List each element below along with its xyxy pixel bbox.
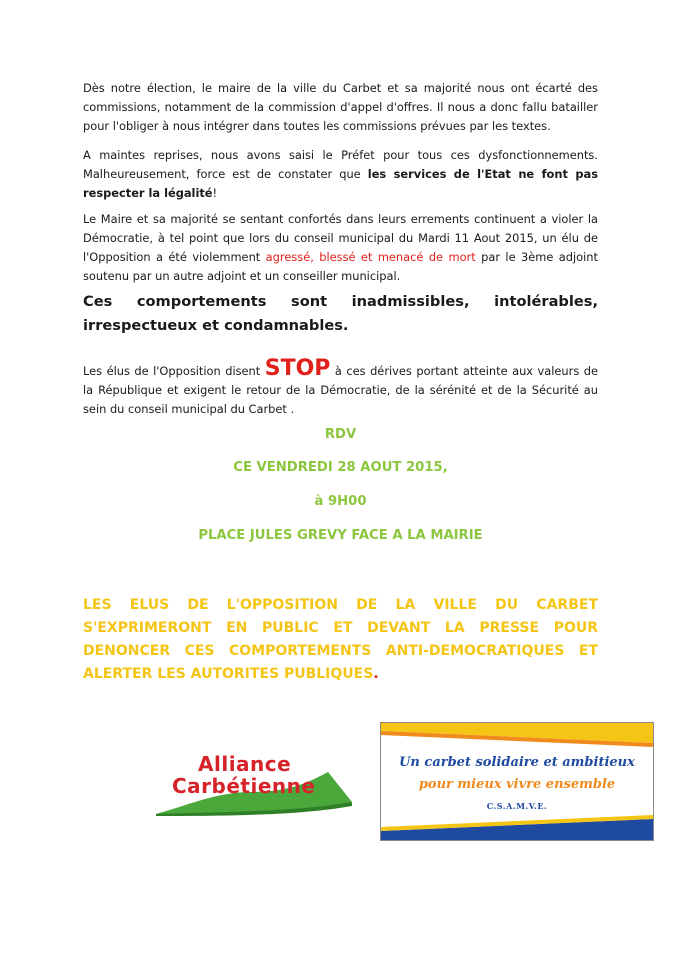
announcement-period: . xyxy=(373,666,379,682)
statement-heading: Ces comportements sont inadmissibles, intolérables, irrespectueux et condamnables. xyxy=(83,293,598,334)
stop-word: STOP xyxy=(264,356,331,381)
csamve-slogan-line1: Un carbet solidaire et ambitieux xyxy=(399,755,635,770)
csamve-logo xyxy=(380,722,654,841)
csamve-acronym: C.S.A.M.V.E. xyxy=(486,801,548,811)
paragraph-prefet-end: ! xyxy=(212,186,218,200)
paragraph-prefet xyxy=(83,146,598,203)
paragraph-democratie-end: par le 3ème adjoint soutenu par un autre adjoint et un conseiller municipal. xyxy=(83,250,598,283)
alliance-text: Alliance xyxy=(198,752,292,776)
paragraph-democratie-text: Le Maire et sa majorité se sentant confortés dans leurs errements continuent a violer la Démocratie, à tel point que lors du conseil municipal du Mardi 11 Aout 2015, un élu de l'Opposition a été violemment xyxy=(83,212,598,264)
rdv-place: PLACE JULES GREVY FACE A LA MAIRIE xyxy=(198,528,483,543)
paragraph-stop-text: Les élus de l'Opposition disent xyxy=(83,364,265,378)
alliance-carbetienne-logo xyxy=(156,752,356,816)
announcement-text: LES ELUS DE L'OPPOSITION DE LA VILLE DU CARBET S'EXPRIMERONT EN PUBLIC ET DEVANT LA PRESSE POUR DENONCER CES COMPORTEMENTS ANTI-DEMOCRATIQUES ET ALERTER LES AUTORITES PUBLIQUES xyxy=(83,597,598,682)
announcement xyxy=(83,594,598,686)
rdv-time: à 9H00 xyxy=(314,494,367,509)
paragraph-prefet-bold: les services de l'Etat ne font pas respecter la légalité xyxy=(83,167,598,200)
paragraph-democratie xyxy=(83,210,598,286)
rdv-date: CE VENDREDI 28 AOUT 2015, xyxy=(233,460,448,475)
carbetienne-text: Carbétienne xyxy=(172,774,316,798)
csamve-slogan-line2: pour mieux vivre ensemble xyxy=(418,777,616,792)
rdv-title: RDV xyxy=(324,427,357,442)
paragraph-prefet-text: A maintes reprises, nous avons saisi le Préfet pour tous ces dysfonctionnements. Malheureusement, force est de constater que xyxy=(83,148,598,181)
paragraph-stop xyxy=(83,356,598,419)
paragraph-democratie-red: agressé, blessé et menacé de mort xyxy=(265,250,476,264)
paragraph-stop-end: à ces dérives portant atteinte aux valeurs de la République et exigent le retour de la Démocratie, de la sérénité et de la Sécurité au sein du conseil municipal du Carbet . xyxy=(83,364,598,416)
paragraph-commissions: Dès notre élection, le maire de la ville du Carbet et sa majorité nous ont écarté des commissions, notamment de la commission d'appel d'offres. Il nous a donc fallu batailler pour l'obliger à nous intégrer dans toutes les commissions prévues par les textes. xyxy=(83,81,598,133)
